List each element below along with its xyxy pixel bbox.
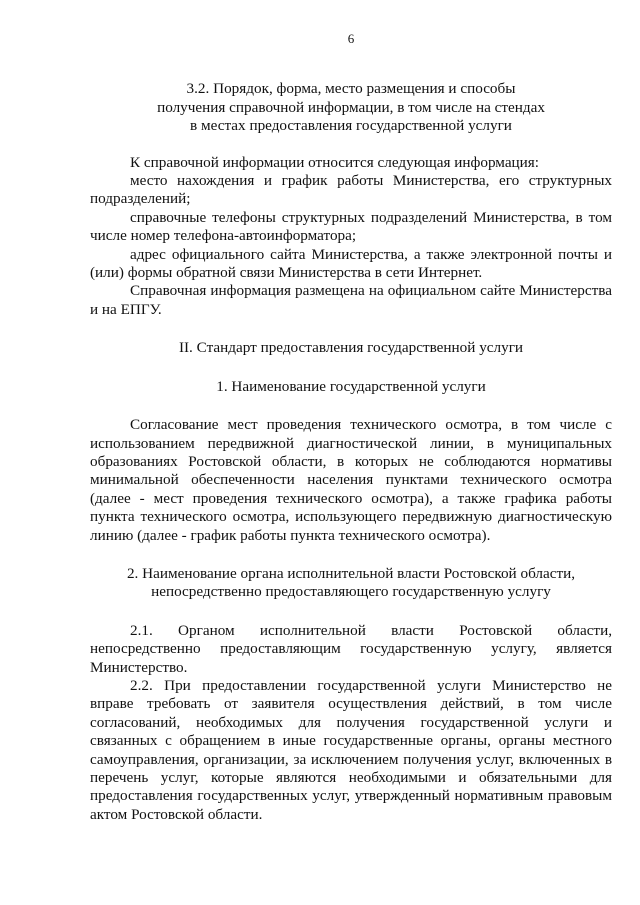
section-ii-heading: II. Стандарт предоставления государственной услуги (178, 339, 524, 357)
page-number: 6 (347, 31, 355, 46)
paragraph: Справочная информация размещена на официальном сайте Министерства и на ЕПГУ. (90, 282, 612, 318)
subsection-2-heading (90, 565, 612, 602)
paragraph: 2.2. При предоставлении государственной услуги Министерство не вправе требовать от заявителя осуществления действий, в том числе согласований, необходимых для получения государственной услуги и связанных с обращением в иные государственные органы, органы местного самоуправления, организации, за исключением получения услуг, включенных в перечень услуг, которые являются необходимыми и обязательными для предоставления государственных услуг, утвержденный нормативным правовым актом Ростовской области. (90, 676, 612, 823)
heading-line: 3.2. Порядок, форма, место размещения и способы (186, 80, 516, 98)
heading-line: в местах предоставления государственной услуги (190, 117, 512, 135)
heading-line: 2. Наименование органа исполнительной власти Ростовской области, (126, 564, 576, 582)
section-3-2-heading (90, 80, 612, 135)
paragraph: справочные телефоны структурных подразделений Министерства, в том числе номер телефона-автоинформатора; (90, 208, 612, 245)
paragraph: место нахождения и график работы Министерства, его структурных подразделений; (90, 172, 612, 208)
paragraph: адрес официального сайта Министерства, а также электронной почты и (или) формы обратной связи Министерства в сети Интернет. (90, 245, 612, 282)
heading-line: непосредственно предоставляющего государственную услугу (151, 583, 551, 601)
paragraph: Согласование мест проведения технического осмотра, в том числе с использованием передвижной диагностической линии, в муниципальных образованиях Ростовской области, в которых не соблюдаются нормативы минимальной обеспеченности населения пунктами технического осмотра (далее - мест проведения технического осмотра), а также графика работы пункта технического осмотра, использующего передвижную диагностическую линию (далее - график работы пункта технического осмотра). (90, 416, 612, 544)
section-3-2-body (90, 154, 612, 320)
subsection-1-heading: 1. Наименование государственной услуги (216, 377, 486, 395)
paragraph: 2.1. Органом исполнительной власти Ростовской области, непосредственно предоставляющим государственную услугу, является Министерство. (90, 621, 612, 676)
paragraph: К справочной информации относится следующая информация: (130, 153, 540, 171)
heading-line: получения справочной информации, в том числе на стендах (157, 98, 545, 116)
subsection-2-body (90, 622, 612, 824)
